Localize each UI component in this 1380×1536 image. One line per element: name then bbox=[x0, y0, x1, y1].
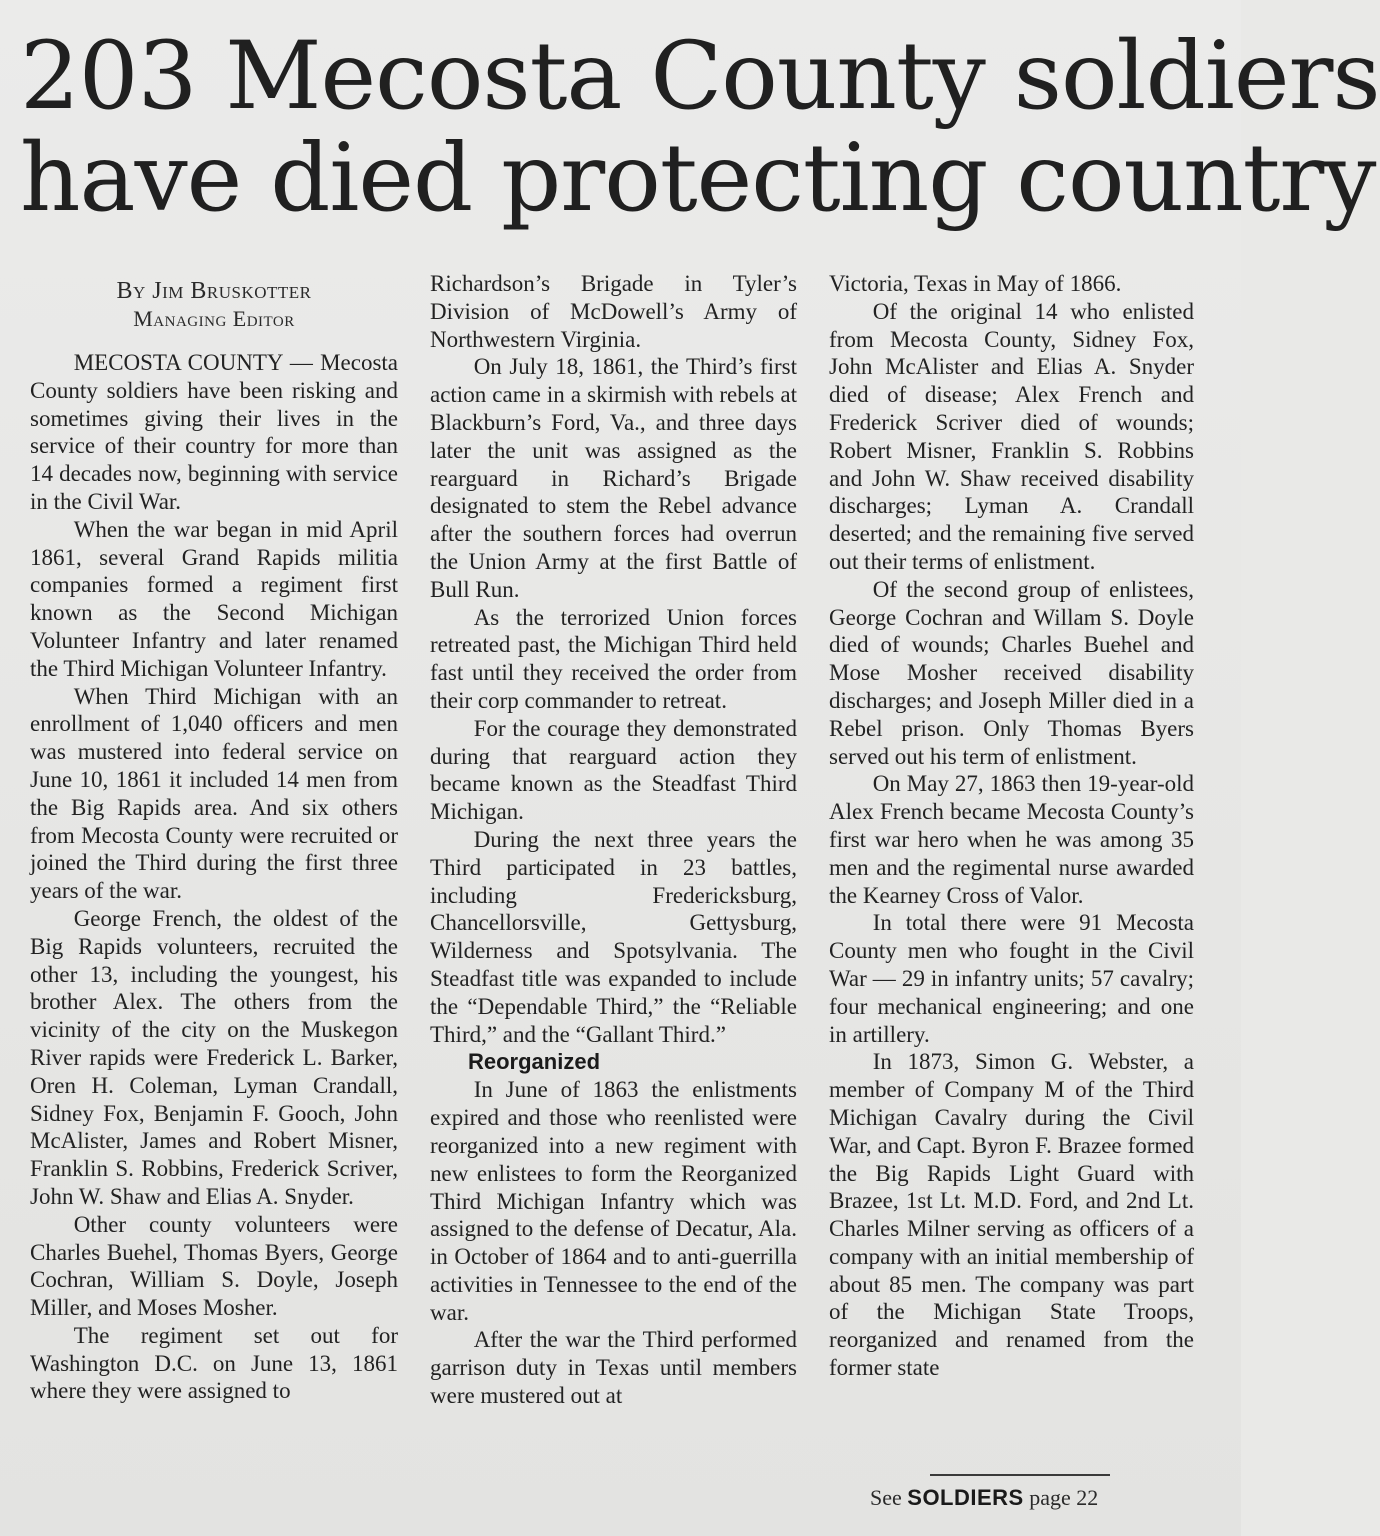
paragraph: After the war the Third performed garrison duty in Texas until members were mustered out at bbox=[430, 1327, 797, 1409]
paragraph: In total there were 91 Mecosta County men who fought in the Civil War — 29 in infantry units; 57 cavalry; four mechanical engineering; and one in artillery. bbox=[829, 910, 1194, 1047]
paragraph: George French, the oldest of the Big Rapids volunteers, recruited the other 13, including the youngest, his brother Alex. The others from the vicinity of the city on the Muskegon River rapids were Frederick L. Barker, Oren H. Coleman, Lyman Crandall, Sidney Fox, Benjamin F. Gooch, John McAlister, James and Robert Misner, Franklin S. Robbins, Frederick Scriver, John W. Shaw and Elias A. Snyder. bbox=[30, 905, 398, 1209]
jump-page: page 22 bbox=[1029, 1485, 1099, 1510]
paragraph: Of the original 14 who enlisted from Mecosta County, Sidney Fox, John McAlister and Elias A. Snyder died of disease; Alex French and Frederick Scriver died of wounds; Robert Misner, Franklin S. Robbins and John W. Shaw received disability discharges; Lyman A. Crandall deserted; and the remaining five served out their terms of enlistment. bbox=[829, 298, 1194, 574]
jump-keyword: SOLDIERS bbox=[907, 1485, 1024, 1510]
article-column-2 bbox=[430, 270, 797, 1410]
article-column-3 bbox=[829, 270, 1194, 1382]
paragraph: MECOSTA COUNTY — Mecosta County soldiers have been risking and sometimes giving their lives in the service of their country for more than 14 decades now, beginning with service in the Civil War. bbox=[30, 350, 398, 514]
paragraph: Victoria, Texas in May of 1866. bbox=[829, 271, 1122, 296]
headline-line-2: have died protecting country bbox=[20, 124, 1376, 233]
paragraph: When the war began in mid April 1861, several Grand Rapids militia companies formed a regiment first known as the Second Michigan Volunteer Infantry and later renamed the Third Michigan Volunteer Infantry. bbox=[30, 516, 398, 681]
paragraph: In 1873, Simon G. Webster, a member of Company M of the Third Michigan Cavalry during the Civil War, and Capt. Byron F. Brazee formed the Big Rapids Light Guard with Brazee, 1st Lt. M.D. Ford, and 2nd Lt. Charles Milner serving as officers of a company with an initial membership of about 85 men. The company was part of the Michigan State Troops, reorganized and renamed from the former state bbox=[829, 1049, 1194, 1381]
byline-spacer bbox=[30, 333, 398, 349]
jump-divider bbox=[930, 1474, 1110, 1476]
byline-title: Managing Editor bbox=[133, 306, 295, 331]
jump-see: See bbox=[870, 1485, 902, 1510]
paragraph: Of the second group of enlistees, George Cochran and Willam S. Doyle died of wounds; Charles Buehel and Mose Mosher received disability discharges; and Joseph Miller died in a Rebel prison. Only Thomas Byers served out his term of enlistment. bbox=[829, 576, 1194, 769]
continued-jump-line bbox=[870, 1485, 1170, 1511]
subhead-reorganized: Reorganized bbox=[468, 1049, 601, 1075]
paragraph: When Third Michigan with an enrollment of 1,040 officers and men was mustered into federal service on June 10, 1861 it included 14 men from the Big Rapids area. And six others from Mecosta County were recruited or joined the Third during the first three years of the war. bbox=[30, 683, 398, 904]
headline-line-1: 203 Mecosta County soldiers bbox=[20, 22, 1380, 131]
paragraph: During the next three years the Third participated in 23 battles, including Fredericksburg, Chancellorsville, Gettysburg, Wilderness and Spotsylvania. The Steadfast title was expanded to include the “Dependable Third,” the “Reliable Third,” and the “Gallant Third.” bbox=[430, 826, 797, 1047]
paragraph: Other county volunteers were Charles Buehel, Thomas Byers, George Cochran, William S. Doyle, Joseph Miller, and Moses Mosher. bbox=[30, 1211, 398, 1321]
paragraph: Richardson’s Brigade in Tyler’s Division of McDowell’s Army of Northwestern Virginia. bbox=[430, 271, 797, 352]
paragraph: For the courage they demonstrated during that rearguard action they became known as the Steadfast Third Michigan. bbox=[430, 715, 797, 825]
paragraph: The regiment set out for Washington D.C. on June 13, 1861 where they were assigned to bbox=[30, 1322, 398, 1404]
paragraph: As the terrorized Union forces retreated past, the Michigan Third held fast until they received the order from their corp commander to retreat. bbox=[430, 604, 797, 713]
paragraph: On May 27, 1863 then 19-year-old Alex French became Mecosta County’s first war hero when he was among 35 men and the regimental nurse awarded the Kearney Cross of Valor. bbox=[829, 771, 1194, 908]
paragraph: On July 18, 1861, the Third’s first action came in a skirmish with rebels at Blackburn’s Ford, Va., and three days later the unit was assigned as the rearguard in Richard’s Brigade designated to stem the Rebel advance after the southern forces had overrun the Union Army at the first Battle of Bull Run. bbox=[430, 354, 797, 602]
paragraph: In June of 1863 the enlistments expired and those who reenlisted were reorganized into a new regiment with new enlistees to form the Reorganized Third Michigan Infantry which was assigned to the defense of Decatur, Ala. in October of 1864 and to anti-guerrilla activities in Tennessee to the end of the war. bbox=[430, 1077, 797, 1325]
byline-name: By Jim Bruskotter bbox=[116, 278, 312, 304]
article-column-1 bbox=[30, 270, 398, 1405]
